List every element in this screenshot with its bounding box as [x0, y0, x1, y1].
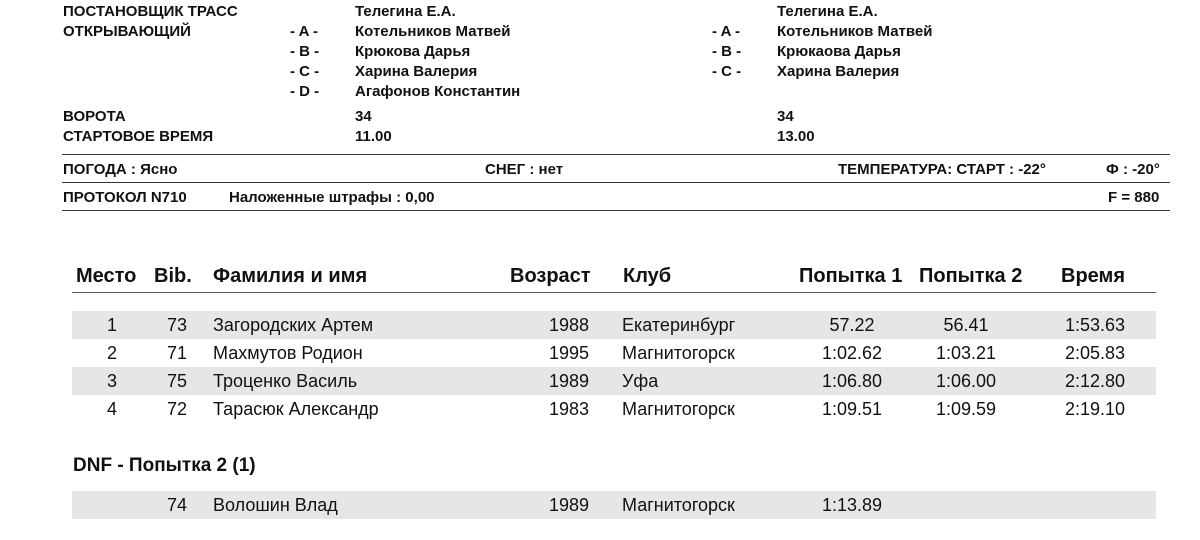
- row-place: 3: [106, 371, 117, 391]
- row-place: 1: [106, 315, 117, 335]
- row-run1: 1:06.80: [821, 371, 883, 391]
- run1-forerunner-c: Харина Валерия: [355, 63, 478, 80]
- row-place: 4: [106, 399, 117, 419]
- row-time: 1:53.63: [1064, 315, 1126, 335]
- run1-forerunner-a: Котельников Матвей: [355, 23, 511, 40]
- row-club: Магнитогорск: [622, 343, 735, 363]
- row-year: 1989: [548, 371, 589, 391]
- table-row: [72, 395, 1156, 423]
- col-name: Фамилия и имя: [213, 265, 368, 287]
- row-club: Магнитогорск: [622, 495, 735, 515]
- row-place: 2: [106, 343, 117, 363]
- run2-course-setter: Телегина Е.А.: [777, 3, 878, 20]
- row-bib: 75: [166, 371, 188, 391]
- penalty: Наложенные штрафы : 0,00: [229, 189, 435, 206]
- row-year: 1988: [548, 315, 589, 335]
- run1-forerunner-letter-b: - B -: [290, 43, 320, 60]
- row-name: Махмутов Родион: [213, 343, 363, 363]
- table-row: [72, 491, 1156, 519]
- gates-label: ВОРОТА: [63, 108, 126, 125]
- run2-forerunner-letter-a: - A -: [712, 23, 741, 40]
- row-year: 1989: [548, 495, 589, 515]
- col-bib: Bib.: [154, 265, 192, 287]
- divider-middle: [62, 182, 1170, 183]
- row-run1: 1:13.89: [821, 495, 883, 515]
- temperature-start: ТЕМПЕРАТУРА: СТАРТ : -22°: [838, 161, 1046, 178]
- row-year: 1983: [548, 399, 589, 419]
- col-age: Возраст: [510, 265, 591, 287]
- run1-forerunner-b: Крюкова Дарья: [355, 43, 471, 60]
- row-name: Загородских Артем: [213, 315, 374, 335]
- col-run2: Попытка 2: [919, 265, 1023, 287]
- row-run1: 57.22: [829, 315, 875, 335]
- row-run2: 1:06.00: [935, 371, 997, 391]
- table-row: [72, 367, 1156, 395]
- row-bib: 71: [166, 343, 188, 363]
- row-bib: 73: [166, 315, 188, 335]
- col-club: Клуб: [623, 265, 672, 287]
- run1-forerunner-letter-a: - A -: [290, 23, 319, 40]
- row-time: 2:05.83: [1064, 343, 1126, 363]
- run2-forerunner-b: Крюкаова Дарья: [777, 43, 901, 60]
- snow: СНЕГ : нет: [485, 161, 564, 178]
- row-bib: 74: [166, 495, 188, 515]
- divider-top: [62, 154, 1170, 155]
- weather: ПОГОДА : Ясно: [63, 161, 178, 178]
- row-year: 1995: [548, 343, 589, 363]
- row-club: Уфа: [622, 371, 659, 391]
- row-name: Волошин Влад: [213, 495, 338, 515]
- forerunner-label: ОТКРЫВАЮЩИЙ: [63, 23, 191, 40]
- table-row: [72, 339, 1156, 367]
- run2-gates: 34: [777, 108, 794, 125]
- row-name: Троценко Василь: [213, 371, 358, 391]
- divider-bottom: [62, 210, 1170, 211]
- row-run2: 56.41: [943, 315, 989, 335]
- row-run1: 1:09.51: [821, 399, 883, 419]
- row-club: Екатеринбург: [622, 315, 736, 335]
- start-time-label: СТАРТОВОЕ ВРЕМЯ: [63, 128, 214, 145]
- run1-start-time: 11.00: [355, 128, 392, 145]
- course-setter-label: ПОСТАНОВЩИК ТРАСС: [63, 3, 238, 20]
- row-time: 2:12.80: [1064, 371, 1126, 391]
- row-time: 2:19.10: [1064, 399, 1126, 419]
- run2-forerunner-letter-c: - C -: [712, 63, 742, 80]
- run2-forerunner-letter-b: - B -: [712, 43, 742, 60]
- run2-forerunner-c: Харина Валерия: [777, 63, 900, 80]
- row-club: Магнитогорск: [622, 399, 735, 419]
- run1-forerunner-letter-d: - D -: [290, 83, 320, 100]
- row-bib: 72: [166, 399, 188, 419]
- f-value: F = 880: [1108, 189, 1160, 206]
- run1-forerunner-d: Агафонов Константин: [355, 83, 521, 100]
- col-run1: Попытка 1: [799, 265, 903, 287]
- row-name: Тарасюк Александр: [213, 399, 379, 419]
- run2-forerunner-a: Котельников Матвей: [777, 23, 933, 40]
- protocol-number: ПРОТОКОЛ N710: [63, 189, 187, 206]
- row-run1: 1:02.62: [821, 343, 883, 363]
- row-run2: 1:09.59: [935, 399, 997, 419]
- table-row: [72, 311, 1156, 339]
- run1-gates: 34: [355, 108, 372, 125]
- run2-start-time: 13.00: [777, 128, 815, 145]
- table-header-divider: [72, 292, 1156, 293]
- row-run2: 1:03.21: [935, 343, 997, 363]
- run1-course-setter: Телегина Е.А.: [355, 3, 456, 20]
- dnf-title: DNF - Попытка 2 (1): [73, 455, 256, 476]
- col-place: Место: [76, 265, 137, 287]
- temperature-finish: Ф : -20°: [1106, 161, 1160, 178]
- run1-forerunner-letter-c: - C -: [290, 63, 320, 80]
- col-time: Время: [1061, 265, 1125, 287]
